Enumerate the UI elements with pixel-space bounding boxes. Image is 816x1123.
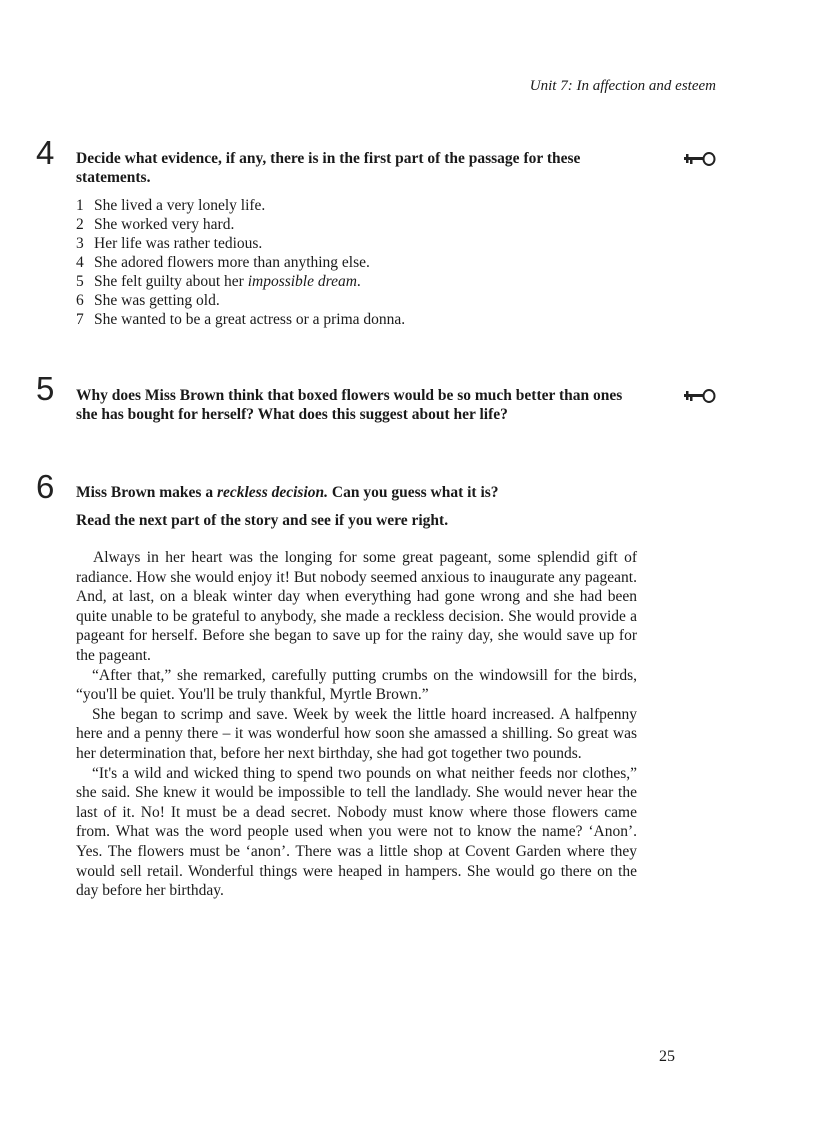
key-icon — [683, 387, 717, 405]
question-4-number: 4 — [36, 134, 55, 171]
question-6-instruction: Read the next part of the story and see if you were right. — [76, 512, 449, 529]
statement-item: 2 She worked very hard. — [76, 216, 235, 233]
statement-item: 5 She felt guilty about her impossible dream. — [76, 273, 361, 290]
question-6-prompt: Miss Brown makes a reckless decision. Can you guess what it is? — [76, 484, 499, 501]
reading-passage — [76, 548, 637, 901]
statement-item: 4 She adored flowers more than anything else. — [76, 254, 370, 271]
question-4-instruction: Decide what evidence, if any, there is in the first part of the passage for these statements. — [76, 150, 581, 186]
key-icon — [683, 150, 717, 168]
question-5-number: 5 — [36, 370, 55, 407]
passage-paragraph: “It's a wild and wicked thing to spend two pounds on what neither feeds nor clothes,” she said. She knew it would be impossible to tell the landlady. She would never hear the last of it. No! It must be a dead secret. Nobody must know where those flowers came from. What was the word people used when you were not to know the name? ‘Anon’. Yes. The flowers must be ‘anon’. There was a little shop at Covent Garden where they would sell retail. Wonderful things were heaped in hampers. She would go there on the day before her birthday. — [76, 764, 637, 900]
page-number: 25 — [659, 1048, 675, 1065]
statement-item: 3 Her life was rather tedious. — [76, 235, 263, 252]
question-6-number: 6 — [36, 468, 55, 505]
running-head: Unit 7: In affection and esteem — [529, 78, 716, 94]
question-5-text: Why does Miss Brown think that boxed flowers would be so much better than ones she has bought for herself? What does this suggest about her life? — [76, 387, 623, 423]
passage-paragraph: “After that,” she remarked, carefully putting crumbs on the windowsill for the birds, “you'll be quiet. You'll be truly thankful, Myrtle Brown.” — [76, 666, 637, 704]
passage-paragraph: She began to scrimp and save. Week by week the little hoard increased. A halfpenny here and a penny there – it was wonderful how soon she amassed a shilling. So great was her determination that, before her next birthday, she had got together two pounds. — [76, 705, 637, 762]
passage-paragraph: Always in her heart was the longing for some great pageant, some splendid gift of radiance. How she would enjoy it! But nobody seemed anxious to inaugurate any pageant. And, at last, on a bleak winter day when everything had gone wrong and she had been quite unable to be grateful to anybody, she made a reckless decision. She would provide a pageant for herself. Before she began to save up for the rainy day, she would save up for the pageant. — [76, 549, 637, 664]
statement-item: 7 She wanted to be a great actress or a prima donna. — [76, 311, 406, 328]
statement-item: 1 She lived a very lonely life. — [76, 197, 266, 214]
statement-list — [76, 196, 405, 329]
statement-item: 6 She was getting old. — [76, 292, 220, 309]
